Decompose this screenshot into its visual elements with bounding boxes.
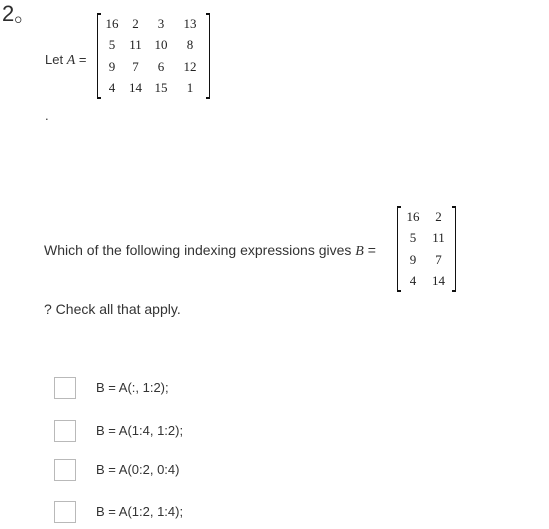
- matrix-a-name: A: [66, 53, 76, 68]
- period-mark: .: [45, 108, 49, 123]
- option-label[interactable]: B = A(1:2, 1:4);: [96, 504, 184, 519]
- matrix-a-cell: 11: [129, 37, 142, 53]
- matrix-a-cell: 7: [132, 58, 139, 74]
- question-prompt: [44, 242, 376, 260]
- matrix-b-row: [401, 249, 452, 271]
- matrix-b-row: [401, 271, 452, 293]
- option-checkbox[interactable]: [54, 459, 76, 481]
- matrix-b-cell: 4: [409, 273, 417, 289]
- matrix-a-cell: 14: [129, 80, 142, 96]
- matrix-a-row: [101, 78, 206, 100]
- matrix-b-cell: 5: [409, 230, 417, 246]
- matrix-b-body: [401, 206, 452, 292]
- matrix-a-cell: 15: [154, 80, 168, 96]
- option-checkbox[interactable]: [54, 377, 76, 399]
- matrix-a-cell: 13: [183, 15, 197, 31]
- matrix-b: [397, 206, 456, 292]
- matrix-a-row: [101, 13, 206, 35]
- matrix-a-cell: 8: [186, 37, 194, 53]
- prompt-text: Which of the following indexing expressions gives: [44, 242, 352, 258]
- matrix-a-cell: 10: [154, 37, 168, 53]
- matrix-b-cell: 9: [409, 251, 417, 267]
- matrix-a-cell: 3: [157, 15, 165, 31]
- let-a-label: [45, 52, 86, 69]
- matrix-b-right-bracket: [452, 206, 456, 292]
- matrix-b-name: B: [355, 244, 364, 259]
- question-number: 2。: [2, 1, 37, 26]
- let-word: Let: [45, 52, 64, 67]
- option-checkbox[interactable]: [54, 420, 76, 442]
- matrix-a-cell: 1: [186, 80, 194, 96]
- option-label[interactable]: B = A(0:2, 0:4): [96, 462, 180, 477]
- matrix-a: [97, 13, 210, 99]
- equals-sign-b: =: [367, 242, 376, 258]
- instruction-text: ? Check all that apply.: [44, 301, 181, 317]
- option-label[interactable]: B = A(:, 1:2);: [96, 380, 169, 395]
- matrix-b-cell: 2: [435, 208, 442, 224]
- matrix-a-cell: 4: [108, 80, 116, 96]
- matrix-a-row: [101, 35, 206, 57]
- matrix-a-cell: 6: [157, 58, 165, 74]
- matrix-b-cell: 16: [406, 208, 420, 224]
- option-label[interactable]: B = A(1:4, 1:2);: [96, 423, 184, 438]
- matrix-a-right-bracket: [206, 13, 210, 99]
- matrix-a-cell: 9: [108, 58, 116, 74]
- matrix-a-body: [101, 13, 206, 99]
- matrix-b-row: [401, 228, 452, 250]
- matrix-b-cell: 7: [435, 251, 442, 267]
- option-checkbox[interactable]: [54, 501, 76, 523]
- matrix-a-cell: 2: [132, 15, 139, 31]
- matrix-b-row: [401, 206, 452, 228]
- matrix-b-cell: 11: [432, 230, 445, 246]
- matrix-a-cell: 12: [183, 58, 197, 74]
- matrix-a-cell: 16: [105, 15, 119, 31]
- equals-sign: =: [78, 52, 87, 67]
- matrix-b-cell: 14: [432, 273, 445, 289]
- matrix-a-cell: 5: [108, 37, 116, 53]
- matrix-a-row: [101, 56, 206, 78]
